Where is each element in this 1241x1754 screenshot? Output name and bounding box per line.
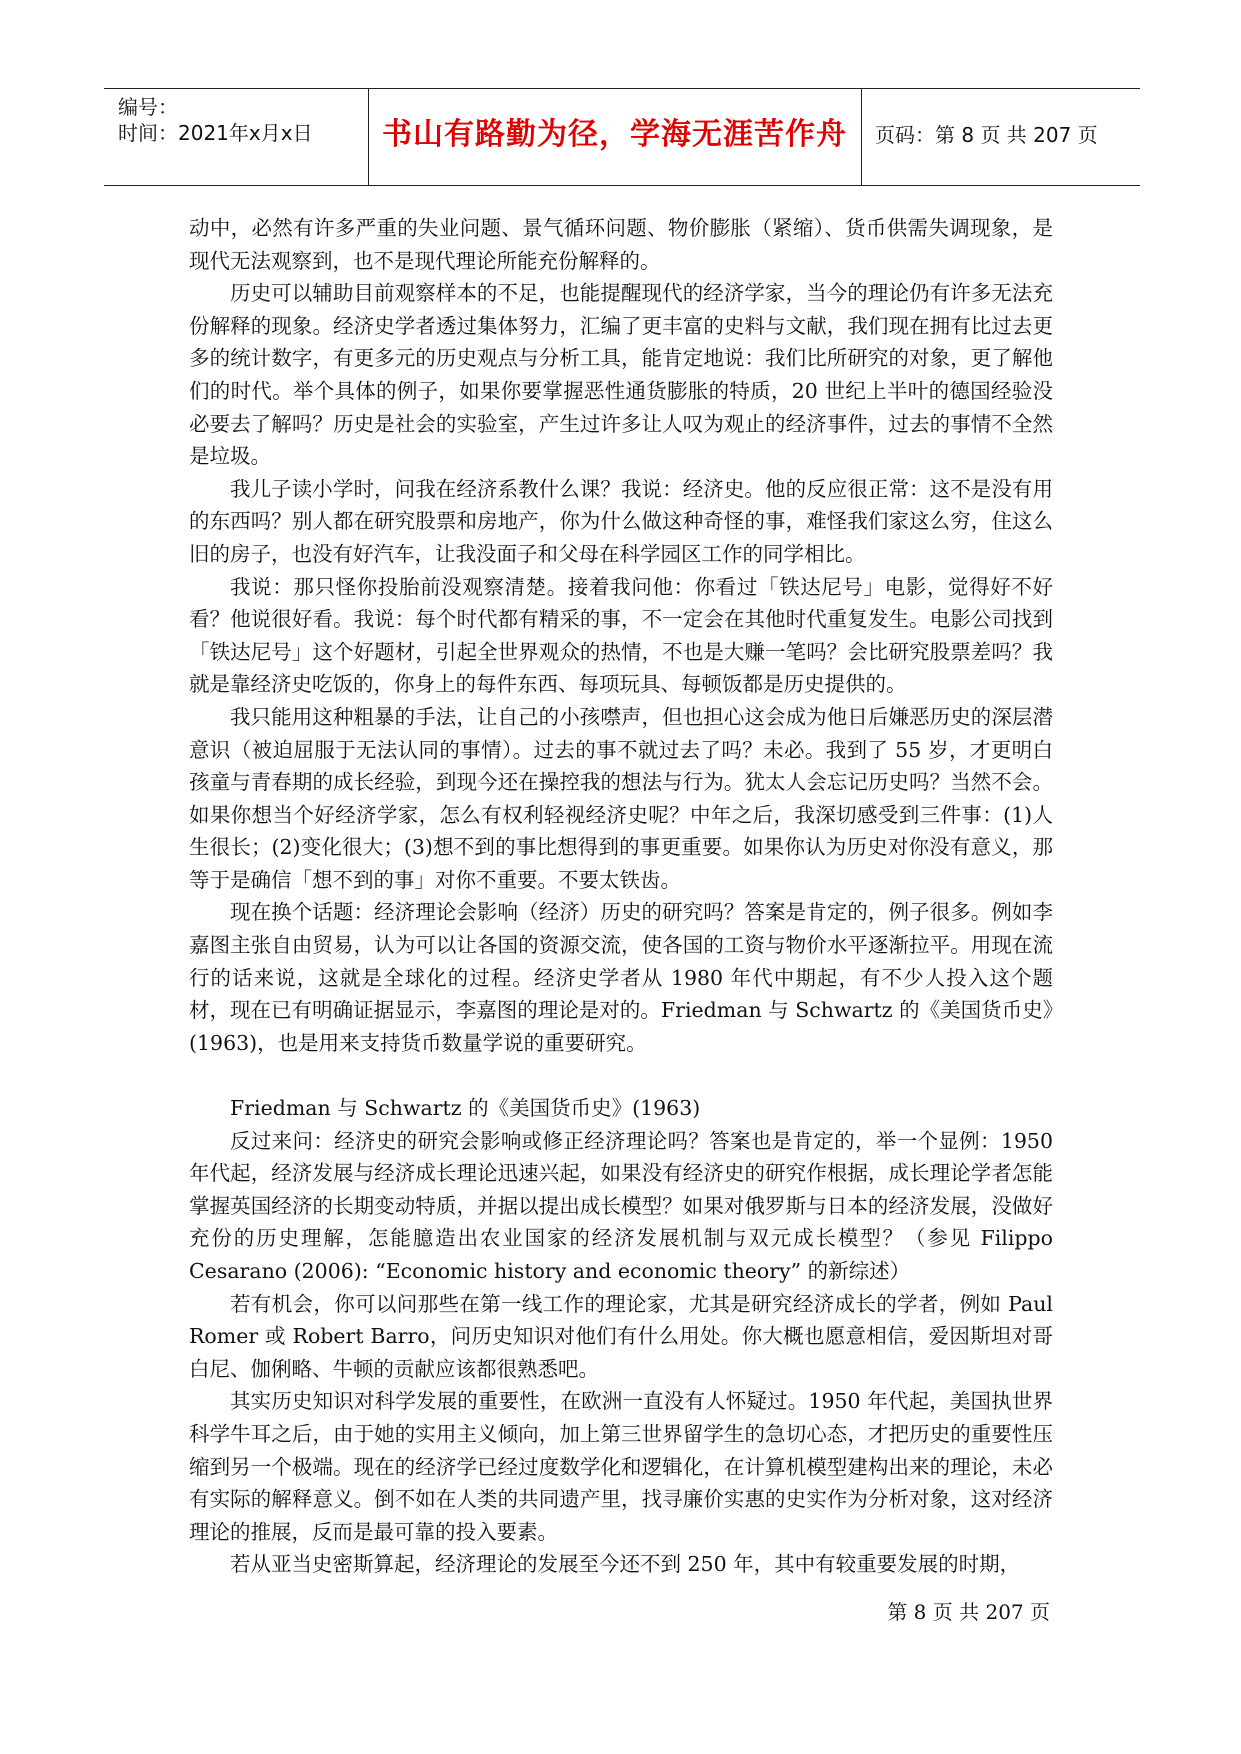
paragraph: 我儿子读小学时，问我在经济系教什么课？我说：经济史。他的反应很正常：这不是没有用的东西吗？别人都在研究股票和房地产，你为什么做这种奇怪的事，难怪我们家这么穷，住这么旧的房子，也没有好汽车，让我没面子和父母在科学园区工作的同学相比。 [189, 476, 1053, 566]
paragraph: 反过来问：经济史的研究会影响或修正经济理论吗？答案也是肯定的，举一个显例：1950 年代起，经济发展与经济成长理论迅速兴起，如果没有经济史的研究作根据，成长理论学者怎能掌握英国经济的长期变动特质，并据以提出成长模型？如果对俄罗斯与日本的经济发展，没做好充份的历史理解，怎能臆造出农业国家的经济发展机制与双元成长模型？（参见 Filippo Cesarano (2006): “Economic history and economic theory” 的新综述） [189, 1128, 1053, 1283]
paragraph: 我说：那只怪你投胎前没观察清楚。接着我问他：你看过「铁达尼号」电影，觉得好不好看？他说很好看。我说：每个时代都有精采的事，不一定会在其他时代重复发生。电影公司找到「铁达尼号」这个好题材，引起全世界观众的热情，不也是大赚一笔吗？会比研究股票差吗？我就是靠经济史吃饭的，你身上的每件东西、每项玩具、每顿饭都是历史提供的。 [189, 574, 1053, 697]
paragraph-continued: 动中，必然有许多严重的失业问题、景气循环问题、物价膨胀（紧缩）、货币供需失调现象，是现代无法观察到，也不是现代理论所能充份解释的。 [189, 216, 1053, 273]
paragraph: 若有机会，你可以问那些在第一线工作的理论家，尤其是研究经济成长的学者，例如 Paul Romer 或 Robert Barro，问历史知识对他们有什么用处。你大概也愿意相信，爱因斯坦对哥白尼、伽俐略、牛顿的贡献应该都很熟悉吧。 [189, 1291, 1053, 1381]
paragraph: 现在换个话题：经济理论会影响（经济）历史的研究吗？答案是肯定的，例子很多。例如李嘉图主张自由贸易，认为可以让各国的资源交流，使各国的工资与物价水平逐渐拉平。用现在流行的话来说，这就是全球化的过程。经济史学者从 1980 年代中期起，有不少人投入这个题材，现在已有明确证据显示，李嘉图的理论是对的。Friedman 与 Schwartz 的《美国货币史》(1963)，也是用来支持货币数量学说的重要研究。 [189, 900, 1053, 1055]
page-footer: 第 8 页 共 207 页 [887, 1600, 1050, 1624]
document-time-label: 时间：2021年x月x日 [118, 121, 313, 145]
header-page-cell [861, 89, 1140, 185]
paragraph: 历史可以辅助目前观察样本的不足，也能提醒现代的经济学家，当今的理论仍有许多无法充份解释的现象。经济史学者透过集体努力，汇编了更丰富的史料与文献，我们现在拥有比过去更多的统计数字，有更多元的历史观点与分析工具，能肯定地说：我们比所研究的对象，更了解他们的时代。举个具体的例子，如果你要掌握恶性通货膨胀的特质，20 世纪上半叶的德国经验没必要去了解吗？历史是社会的实验室，产生过许多让人叹为观止的经济事件，过去的事情不全然是垃圾。 [189, 281, 1053, 469]
paragraph: 若从亚当史密斯算起，经济理论的发展至今还不到 250 年，其中有较重要发展的时期， [230, 1552, 1021, 1577]
header-meta-cell [104, 89, 369, 185]
header-page-code: 页码：第 8 页 共 207 页 [875, 123, 1098, 147]
figure-caption: Friedman 与 Schwartz 的《美国货币史》(1963) [230, 1096, 701, 1121]
document-body [189, 212, 1053, 1581]
document-number-label: 编号： [118, 95, 178, 119]
paragraph: 我只能用这种粗暴的手法，让自己的小孩噤声，但也担心这会成为他日后嫌恶历史的深层潜意识（被迫屈服于无法认同的事情）。过去的事不就过去了吗？未必。我到了 55 岁，才更明白孩童与青春期的成长经验，到现今还在操控我的想法与行为。犹太人会忘记历史吗？当然不会。如果你想当个好经济学家，怎么有权利轻视经济史呢？中年之后，我深切感受到三件事：(1)人生很长；(2)变化很大；(3)想不到的事比想得到的事更重要。如果你认为历史对你没有意义，那等于是确信「想不到的事」对你不重要。不要太铁齿。 [189, 704, 1053, 892]
document-header [104, 88, 1140, 186]
paragraph: 其实历史知识对科学发展的重要性，在欧洲一直没有人怀疑过。1950 年代起，美国执世界科学牛耳之后，由于她的实用主义倾向，加上第三世界留学生的急切心态，才把历史的重要性压缩到另一个极端。现在的经济学已经过度数学化和逻辑化，在计算机模型建构出来的理论，未必有实际的解释意义。倒不如在人类的共同遗产里，找寻廉价实惠的史实作为分析对象，这对经济理论的推展，反而是最可靠的投入要素。 [189, 1389, 1053, 1544]
header-motto: 书山有路勤为径，学海无涯苦作舟 [382, 117, 847, 152]
header-motto-cell [368, 89, 862, 185]
